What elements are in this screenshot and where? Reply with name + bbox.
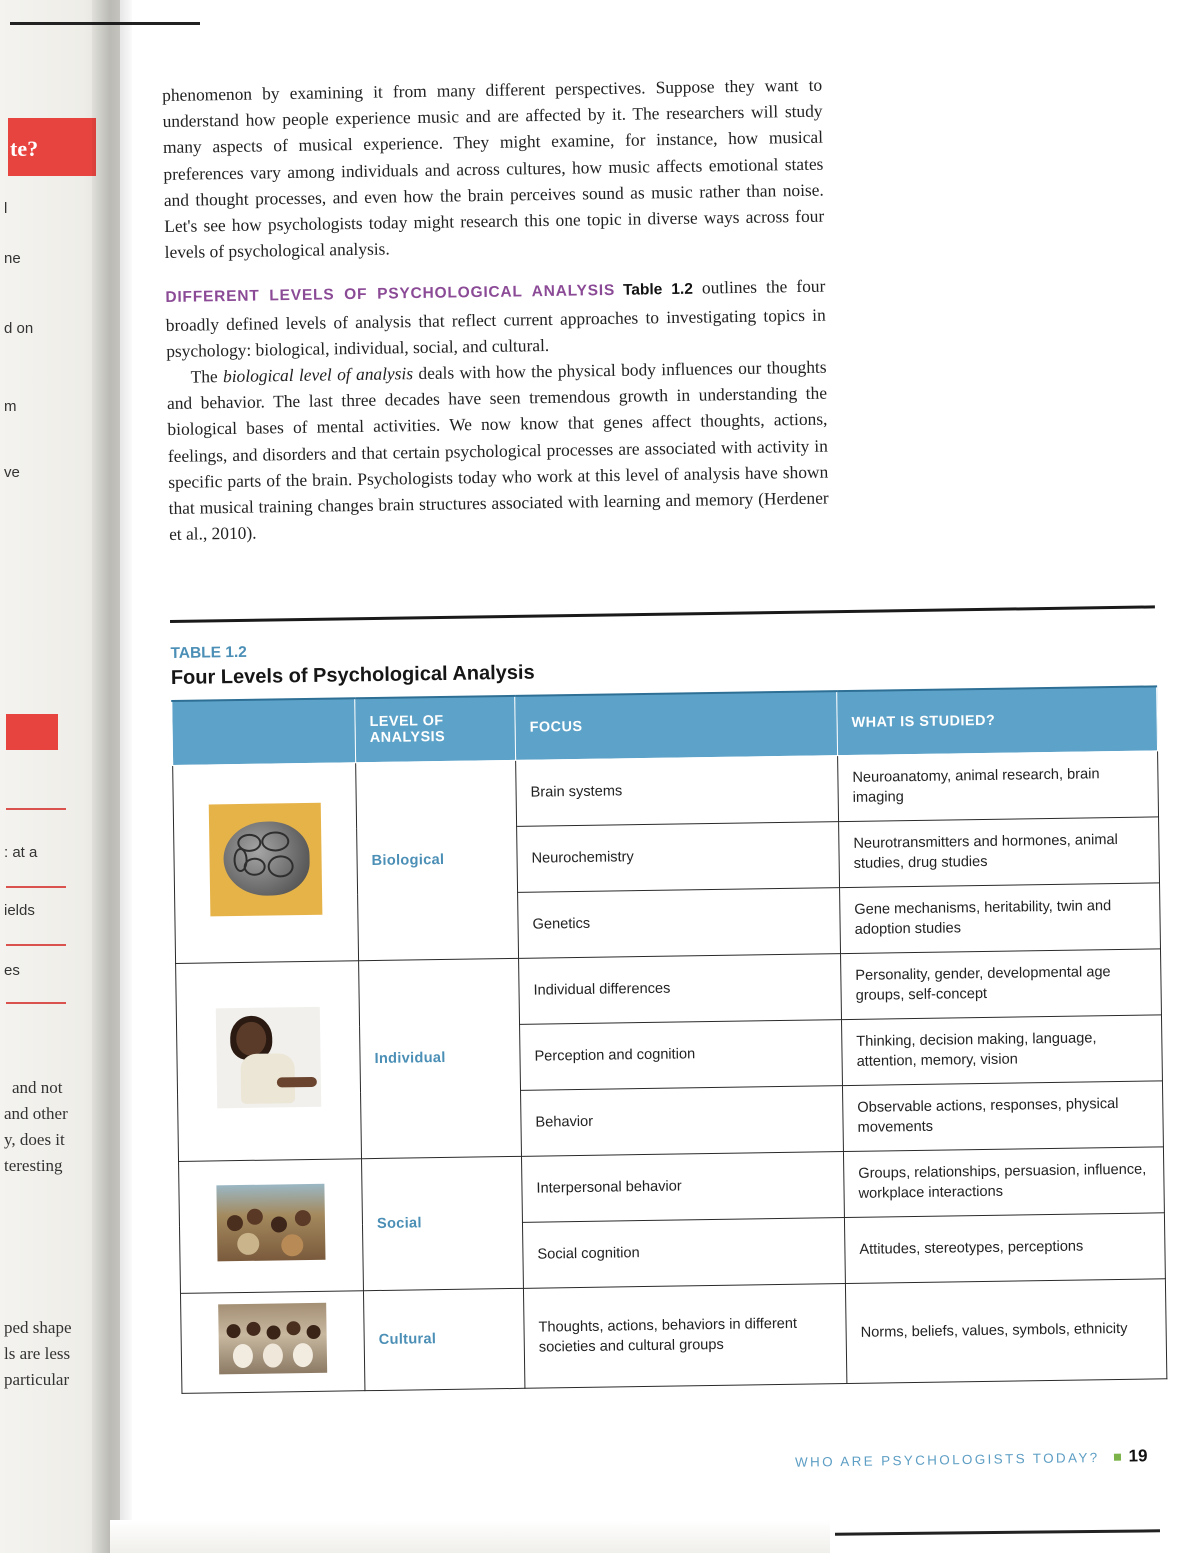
table-label: TABLE 1.2	[170, 643, 247, 662]
page-number: 19	[1128, 1446, 1148, 1466]
level-biological: Biological	[356, 760, 519, 960]
left-fragment: : at a	[4, 844, 38, 861]
image-cell	[179, 1158, 364, 1293]
focus-cell: Perception and cognition	[520, 1019, 843, 1090]
studied-cell: Gene mechanisms, heritability, twin and adoption studies	[840, 882, 1161, 953]
studied-cell: Groups, relationships, persuasion, influence, workplace interactions	[843, 1146, 1164, 1217]
studied-cell: Attitudes, stereotypes, perceptions	[844, 1212, 1165, 1283]
studied-cell: Norms, beliefs, values, symbols, ethnicity	[845, 1278, 1166, 1383]
table-figure	[170, 605, 1166, 1393]
left-fragment: m	[4, 398, 17, 415]
header-focus: FOCUS	[515, 691, 838, 760]
header-image-column	[172, 698, 356, 765]
body-text	[162, 72, 829, 548]
level-cultural: Cultural	[363, 1288, 524, 1390]
red-accent-box	[6, 714, 58, 750]
focus-cell: Thoughts, actions, behaviors in different societies and cultural groups	[523, 1283, 846, 1388]
header-level: LEVEL OF ANALYSIS	[355, 696, 516, 762]
studied-cell: Neurotransmitters and hormones, animal studies, drug studies	[839, 816, 1160, 887]
left-fragment: ped shape	[4, 1318, 72, 1337]
image-cell	[176, 960, 362, 1161]
focus-cell: Interpersonal behavior	[521, 1151, 844, 1222]
focus-cell: Brain systems	[516, 755, 839, 826]
focus-cell: Neurochemistry	[517, 821, 840, 892]
left-fragment: d on	[4, 320, 34, 337]
left-fragment: y, does it	[4, 1130, 65, 1149]
image-cell	[180, 1290, 364, 1393]
level-social: Social	[362, 1156, 524, 1290]
divider	[6, 808, 66, 810]
left-fragment: and other	[4, 1104, 68, 1123]
paragraph-biological	[166, 354, 829, 548]
studied-cell: Thinking, decision making, language, attention, memory, vision	[841, 1014, 1162, 1085]
left-fragment: ields	[4, 902, 35, 919]
divider	[6, 944, 66, 946]
paragraph-intro: phenomenon by examining it from many different perspectives. Suppose they want to understand how people experience music and are affected by it. The researchers will study many aspects of musical experience. They might examine, for instance, how musical preferences vary among individuals and across cultures, how music affects emotional states and thought processes, and even how the brain perceives sound as music rather than noise. Let's see how psychologists today might research this one topic in diverse ways across four levels of psychological analysis.	[162, 74, 825, 263]
chapter-tab	[8, 118, 96, 176]
paragraph-biological-lead: The	[190, 366, 218, 387]
brain-photo-icon	[209, 803, 323, 917]
left-fragment: ls are less	[4, 1344, 71, 1363]
table-reference: Table 1.2	[622, 281, 694, 300]
table-top-rule	[170, 605, 1155, 623]
cultural-gathering-photo-icon	[218, 1303, 327, 1375]
group-music-photo-icon	[216, 1184, 325, 1262]
focus-cell: Genetics	[518, 887, 841, 958]
woman-listening-photo-icon	[216, 1007, 321, 1109]
focus-cell: Social cognition	[522, 1217, 845, 1288]
focus-cell: Behavior	[521, 1085, 844, 1156]
left-fragment: ve	[4, 464, 20, 481]
divider	[6, 1002, 66, 1004]
key-term: biological level of analysis	[222, 363, 414, 387]
focus-cell: Individual differences	[519, 953, 842, 1024]
table-title: Four Levels of Psychological Analysis	[170, 661, 535, 689]
left-fragment: particular	[4, 1370, 70, 1389]
left-fragment: and not	[12, 1078, 63, 1097]
table-row	[180, 1278, 1166, 1393]
image-cell	[173, 762, 359, 963]
studied-cell: Neuroanatomy, animal research, brain imaging	[838, 750, 1159, 821]
studied-cell: Personality, gender, developmental age groups, self-concept	[841, 948, 1162, 1019]
divider	[6, 886, 66, 888]
paragraph-levels	[165, 273, 826, 364]
levels-table	[171, 685, 1167, 1393]
section-heading: DIFFERENT LEVELS OF PSYCHOLOGICAL ANALYSIS	[165, 282, 616, 307]
left-fragment: l	[4, 200, 8, 217]
running-footer	[795, 1446, 1148, 1472]
paragraph-biological-text: deals with how the physical body influences our thoughts and behavior. The last three decades have seen tremendous growth in understanding the biological bases of mental activities. We now know that genes affect thoughts, actions, feelings, and disorders and that certain psychological processes are associated with activity in specific parts of the brain. Psychologists today who work at this level of analysis have shown that musical training changes brain structures associated with learning and memory (Herdener et al., 2010).	[166, 356, 829, 545]
header-studied: WHAT IS STUDIED?	[837, 686, 1158, 755]
left-fragment: teresting	[4, 1156, 63, 1175]
page-bottom-edge	[110, 1520, 830, 1553]
studied-cell: Observable actions, responses, physical movements	[842, 1080, 1163, 1151]
square-bullet-icon	[1114, 1454, 1121, 1461]
left-fragment: ne	[4, 250, 21, 267]
bottom-rule	[835, 1529, 1160, 1535]
running-head: WHO ARE PSYCHOLOGISTS TODAY?	[794, 1449, 1100, 1470]
book-gutter-shadow	[92, 0, 132, 1553]
level-individual: Individual	[359, 958, 522, 1158]
left-fragment: es	[4, 962, 20, 979]
chapter-tab-text: te?	[10, 136, 39, 161]
paragraph-levels-text: outlines the four broadly defined levels of analysis that reflect current approaches to investigating topics in psychology: biological, individual, social, and cultural.	[165, 276, 826, 361]
